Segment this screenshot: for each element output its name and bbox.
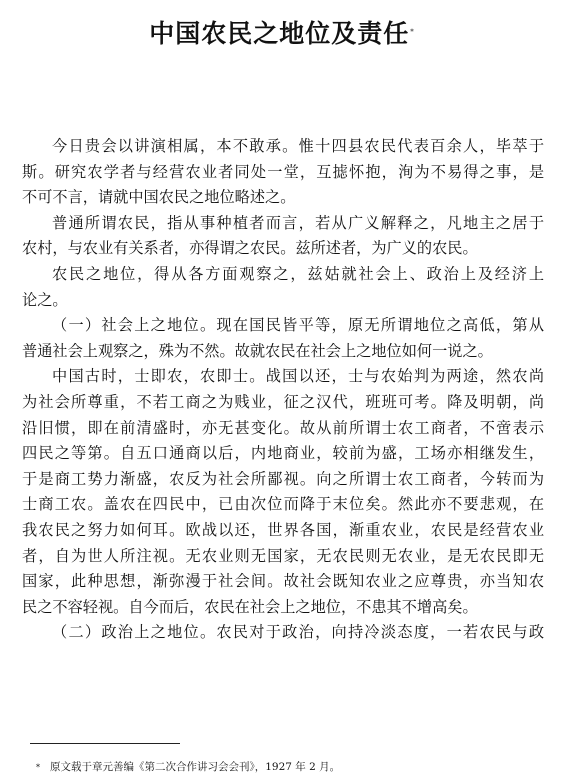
- text-line: 四民之等第。自五口通商以后，内地商业，较前为盛，工场亦相继发生，: [22, 444, 544, 463]
- body-text: [22, 134, 544, 646]
- text-line: 我农民之努力如何耳。欧战以还，世界各国，渐重农业，农民是经营农业: [22, 520, 544, 539]
- text-line: 者，自为世人所注视。无农业则无国家，无农民则无农业，是无农民即无: [22, 546, 544, 565]
- footnote: [36, 760, 340, 775]
- text-line: 论之。: [22, 290, 68, 309]
- text-line: 中国古时，士即农，农即士。战国以还，士与农始判为两途，然农尚: [52, 367, 544, 386]
- text-line: 民之不容轻视。自今而后，农民在社会上之地位，不患其不增高矣。: [22, 597, 478, 616]
- text-line: 于是商工势力渐盛，农反为社会所鄙视。向之所谓士农工商者，今转而为: [22, 469, 544, 488]
- text-line: 不可不言，请就中国农民之地位略述之。: [22, 188, 296, 207]
- text-line: 农村，与农业有关系者，亦得谓之农民。兹所述者，为广义的农民。: [22, 239, 478, 258]
- footnote-text: 原文载于章元善编《第二次合作讲习会会刊》，1927 年 2 月。: [50, 761, 341, 773]
- text-line: （一）社会上之地位。现在国民皆平等，原无所谓地位之高低，第从: [52, 316, 544, 335]
- text-line: 今日贵会以讲演相属，本不敢承。惟十四县农民代表百余人，毕萃于: [52, 137, 544, 155]
- text-line: 普通所谓农民，指从事种植者而言，若从广义解释之，凡地主之居于: [52, 213, 544, 232]
- text-line: 国家，此种思想，渐弥漫于社会间。故社会既知农业之应尊贵，亦当知农: [22, 572, 544, 591]
- text-line: 为社会所尊重，不若工商之为贱业，征之汉代，班班可考。降及明朝，尚: [22, 392, 544, 411]
- footnote-divider: [30, 743, 180, 744]
- text-line: 士商工农。盖农在四民中，已由次位而降于末位矣。然此亦不要悲观，在: [22, 495, 544, 514]
- text-line: 沿旧惯，即在前清盛时，亦无甚变化。故从前所谓士农工商者，不啻表示: [22, 418, 544, 437]
- text-line: 普通社会上观察之，殊为不然。故就农民在社会上之地位如何一说之。: [22, 341, 493, 360]
- text-line: 农民之地位，得从各方面观察之，兹姑就社会上、政治上及经济上: [52, 264, 544, 283]
- text-line: （二）政治上之地位。农民对于政治，向持冷淡态度，一若农民与政: [52, 623, 544, 642]
- text-line: 斯。研究农学者与经营农业者同处一堂，互摅怀抱，洵为不易得之事，是: [22, 162, 544, 181]
- page-title: [0, 18, 564, 50]
- title-footnote-mark: *: [410, 28, 415, 36]
- footnote-mark: *: [36, 763, 40, 772]
- title-text: 中国农民之地位及责任: [149, 19, 410, 48]
